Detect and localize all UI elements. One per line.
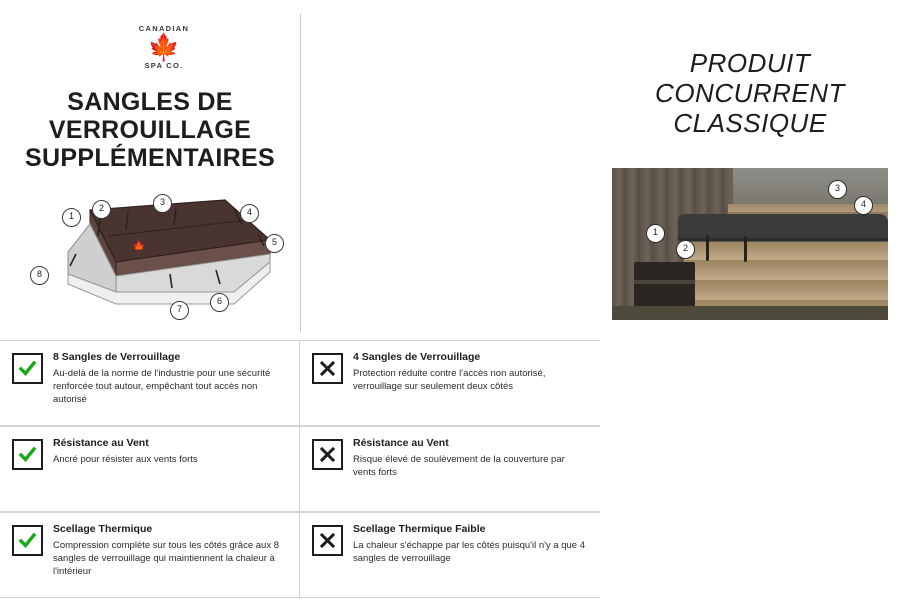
- feature-title: 4 Sangles de Verrouillage: [353, 351, 481, 363]
- callout-5: 5: [265, 234, 284, 253]
- feature-title: 8 Sangles de Verrouillage: [53, 351, 181, 363]
- feature-desc: Compression complète sur tous les côtés grâce aux 8 sangles de verrouillage qui maintiennent la chaleur à l'intérieur: [53, 540, 279, 577]
- comparison-cell-left: [0, 512, 300, 598]
- brand-arc-bottom: SPA CO.: [144, 61, 184, 70]
- x-icon: [312, 439, 343, 470]
- comparison-text: [353, 351, 586, 393]
- callout-6: 6: [210, 293, 229, 312]
- callout-8: 8: [30, 266, 49, 285]
- photo-steps: [634, 262, 695, 308]
- photo-callout-3: 3: [828, 180, 847, 199]
- callout-3: 3: [153, 194, 172, 213]
- table-row: [0, 512, 600, 598]
- photo-ground: [612, 306, 888, 320]
- comparison-text: [53, 351, 285, 406]
- comparison-text: [353, 437, 586, 479]
- feature-desc: Au-delà de la norme de l'industrie pour une sécurité renforcée tout autour, empêchant tout accès non autorisé: [53, 368, 271, 405]
- feature-title: Résistance au Vent: [353, 437, 449, 449]
- callout-1: 1: [62, 208, 81, 227]
- brand-arc-top: CANADIAN: [138, 24, 190, 33]
- feature-desc: Protection réduite contre l'accès non autorisé, verrouillage sur seulement deux côtés: [353, 368, 546, 392]
- comparison-text: [353, 523, 586, 565]
- svg-text:🍁: 🍁: [132, 241, 146, 253]
- left-title-line3: SUPPLÉMENTAIRES: [25, 144, 275, 172]
- spa-cover-illustration: [20, 188, 282, 328]
- callout-2: 2: [92, 200, 111, 219]
- photo-callout-2: 2: [676, 240, 695, 259]
- left-title: [0, 88, 300, 172]
- callout-7: 7: [170, 301, 189, 320]
- photo-strap-1: [706, 235, 709, 261]
- brand-logo: [128, 24, 200, 88]
- feature-title: Scellage Thermique: [53, 523, 153, 535]
- comparison-cell-right: [300, 340, 600, 426]
- table-row: [0, 340, 600, 426]
- x-icon: [312, 353, 343, 384]
- table-row: [0, 426, 600, 512]
- feature-desc: Ancré pour résister aux vents forts: [53, 454, 198, 465]
- maple-leaf-icon: 🍁: [147, 32, 181, 62]
- right-title-line2: CONCURRENT: [655, 78, 845, 108]
- feature-title: Résistance au Vent: [53, 437, 149, 449]
- comparison-text: [53, 437, 285, 466]
- feature-title: Scellage Thermique Faible: [353, 523, 486, 535]
- callout-4: 4: [240, 204, 259, 223]
- comparison-table: [0, 340, 600, 600]
- comparison-text: [53, 523, 285, 578]
- right-column: [300, 0, 866, 336]
- right-title-line1: PRODUIT: [689, 48, 811, 78]
- left-title-line1: SANGLES DE: [67, 88, 233, 116]
- check-icon: [12, 525, 43, 556]
- photo-callout-4: 4: [854, 196, 873, 215]
- right-title: [600, 48, 900, 138]
- x-icon: [312, 525, 343, 556]
- check-icon: [12, 439, 43, 470]
- photo-cover-top: [678, 214, 888, 238]
- photo-callout-1: 1: [646, 224, 665, 243]
- check-icon: [12, 353, 43, 384]
- feature-desc: Risque élevé de soulèvement de la couverture par vents forts: [353, 454, 565, 478]
- left-column: [0, 0, 300, 336]
- feature-desc: La chaleur s'échappe par les côtés puisqu'il n'y a que 4 sangles de verrouillage: [353, 540, 586, 564]
- right-title-line3: CLASSIQUE: [673, 108, 827, 138]
- competitor-spa-photo: [612, 168, 888, 320]
- comparison-cell-right: [300, 426, 600, 512]
- left-title-line2: VERROUILLAGE: [48, 116, 252, 144]
- comparison-cell-left: [0, 340, 300, 426]
- comparison-cell-right: [300, 512, 600, 598]
- comparison-cell-left: [0, 426, 300, 512]
